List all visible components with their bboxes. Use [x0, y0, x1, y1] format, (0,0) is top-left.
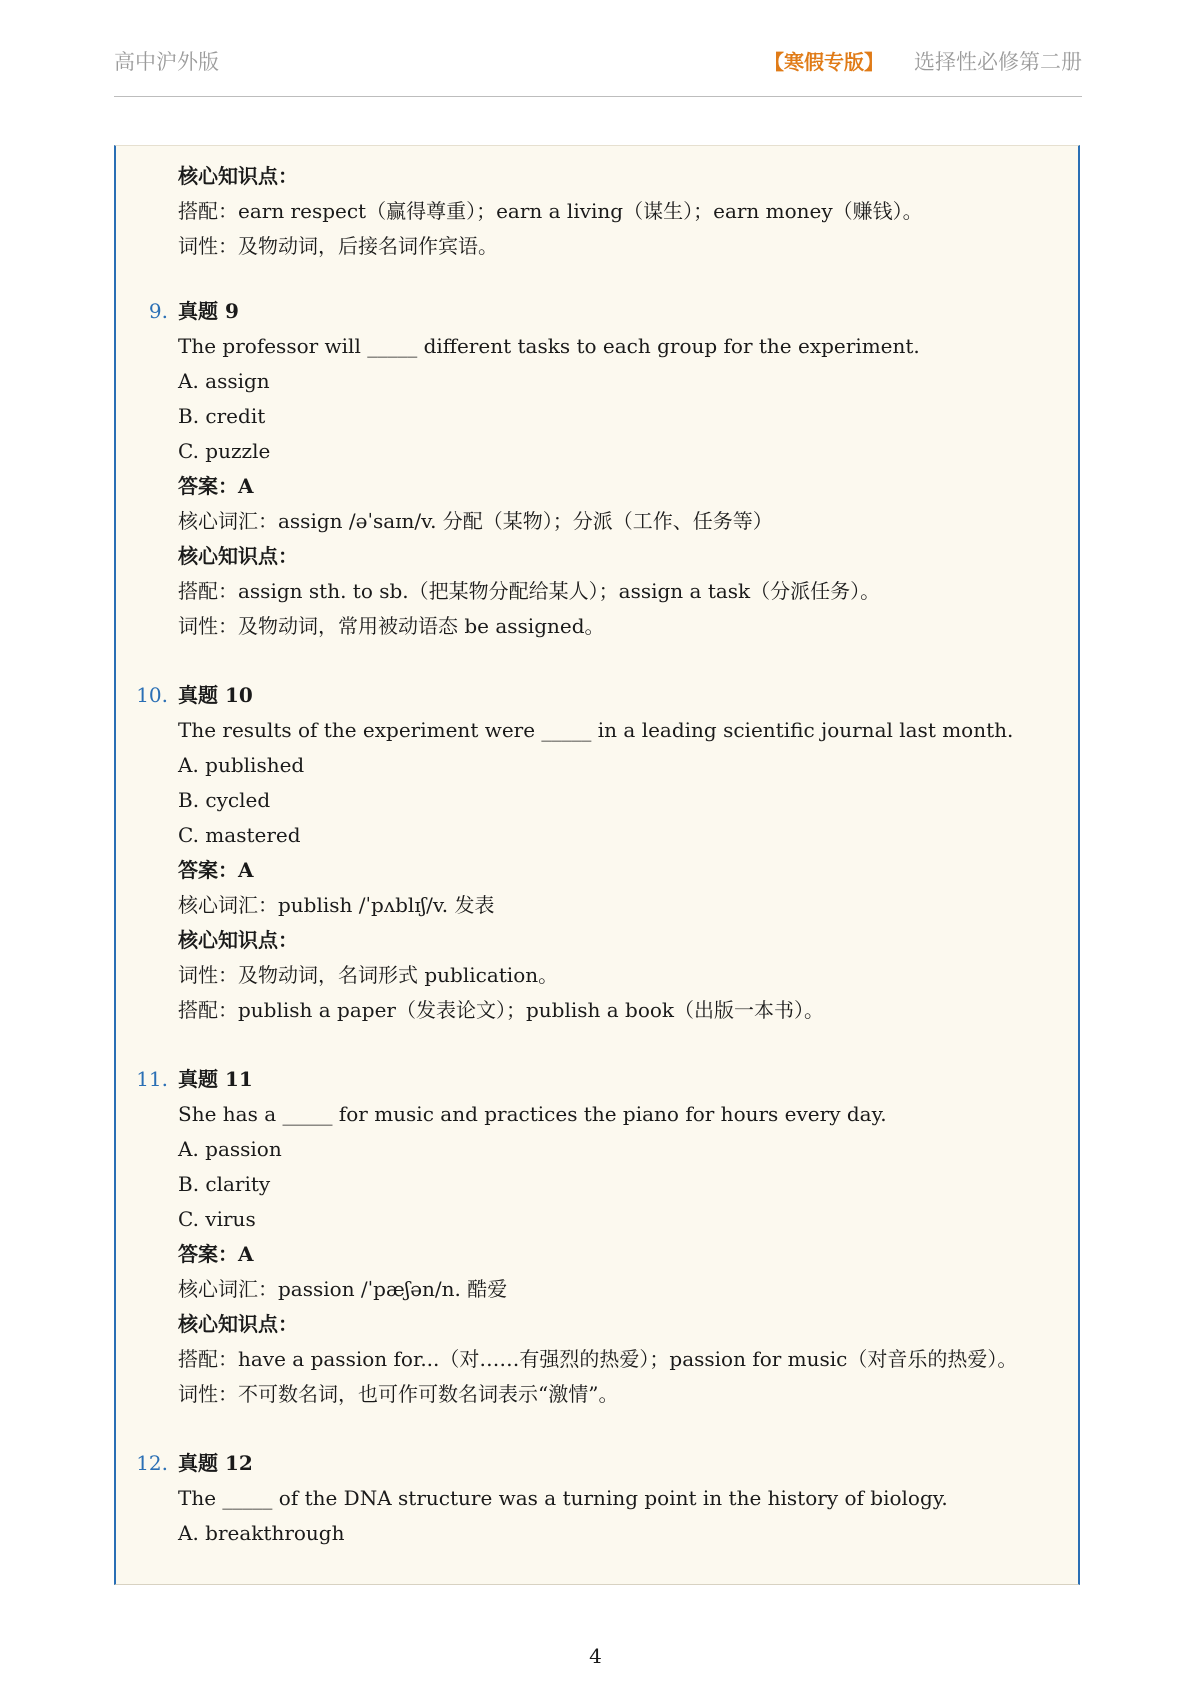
knowledge-point: 搭配：have a passion for...（对……有强烈的热爱）；passion for music（对音乐的热爱）。 [178, 1347, 1018, 1371]
question-number: 9. [148, 299, 168, 323]
page-number: 4 [589, 1644, 602, 1668]
core-vocab: 核心词汇：publish /ˈpʌblɪʃ/v. 发表 [178, 893, 495, 917]
question-title: 真题 10 [178, 683, 253, 707]
header-edition: 高中沪外版 [114, 50, 219, 74]
core-vocab: 核心词汇：passion /ˈpæʃən/n. 酷爱 [178, 1277, 508, 1301]
knowledge-point: 词性：及物动词，常用被动语态 be assigned。 [178, 614, 605, 638]
question-stem: The professor will _____ different tasks to each group for the experiment. [178, 334, 920, 358]
answer: 答案：A [178, 1242, 254, 1266]
question-stem: The results of the experiment were _____ in a leading scientific journal last month. [178, 718, 1014, 742]
content-panel [114, 145, 1080, 1585]
header-tag: 【寒假专版】 [764, 50, 884, 74]
question-number: 11. [136, 1067, 168, 1091]
page-header [114, 42, 1082, 97]
knowledge-point: 词性：及物动词，名词形式 publication。 [178, 963, 559, 987]
question-title: 真题 9 [178, 299, 239, 323]
option-a: A. passion [178, 1137, 282, 1161]
collocation-line: 搭配：earn respect（赢得尊重）；earn a living（谋生）；earn money（赚钱）。 [178, 199, 923, 223]
option-c: C. virus [178, 1207, 256, 1231]
question-title: 真题 11 [178, 1067, 253, 1091]
pos-line: 词性：及物动词，后接名词作宾语。 [178, 234, 498, 258]
question-stem: She has a _____ for music and practices the piano for hours every day. [178, 1102, 887, 1126]
option-b: B. clarity [178, 1172, 271, 1196]
answer: 答案：A [178, 474, 254, 498]
option-b: B. credit [178, 404, 266, 428]
option-c: C. mastered [178, 823, 301, 847]
knowledge-title: 核心知识点： [178, 164, 298, 188]
header-right [764, 46, 1082, 76]
option-a: A. assign [178, 369, 270, 393]
core-vocab: 核心词汇：assign /əˈsaɪn/v. 分配（某物）；分派（工作、任务等） [178, 509, 773, 533]
answer: 答案：A [178, 858, 254, 882]
question-number: 10. [136, 683, 168, 707]
question-stem: The _____ of the DNA structure was a turning point in the history of biology. [178, 1486, 948, 1510]
knowledge-title: 核心知识点： [178, 544, 298, 568]
knowledge-point: 搭配：assign sth. to sb.（把某物分配给某人）；assign a task（分派任务）。 [178, 579, 881, 603]
option-c: C. puzzle [178, 439, 271, 463]
header-book: 选择性必修第二册 [914, 50, 1082, 74]
question-number: 12. [136, 1451, 168, 1475]
option-b: B. cycled [178, 788, 271, 812]
question-title: 真题 12 [178, 1451, 253, 1475]
knowledge-title: 核心知识点： [178, 1312, 298, 1336]
option-a: A. breakthrough [178, 1521, 345, 1545]
knowledge-point: 搭配：publish a paper（发表论文）；publish a book（出版一本书）。 [178, 998, 825, 1022]
knowledge-title: 核心知识点： [178, 928, 298, 952]
option-a: A. published [178, 753, 305, 777]
knowledge-point: 词性：不可数名词，也可作可数名词表示“激情”。 [178, 1382, 619, 1406]
